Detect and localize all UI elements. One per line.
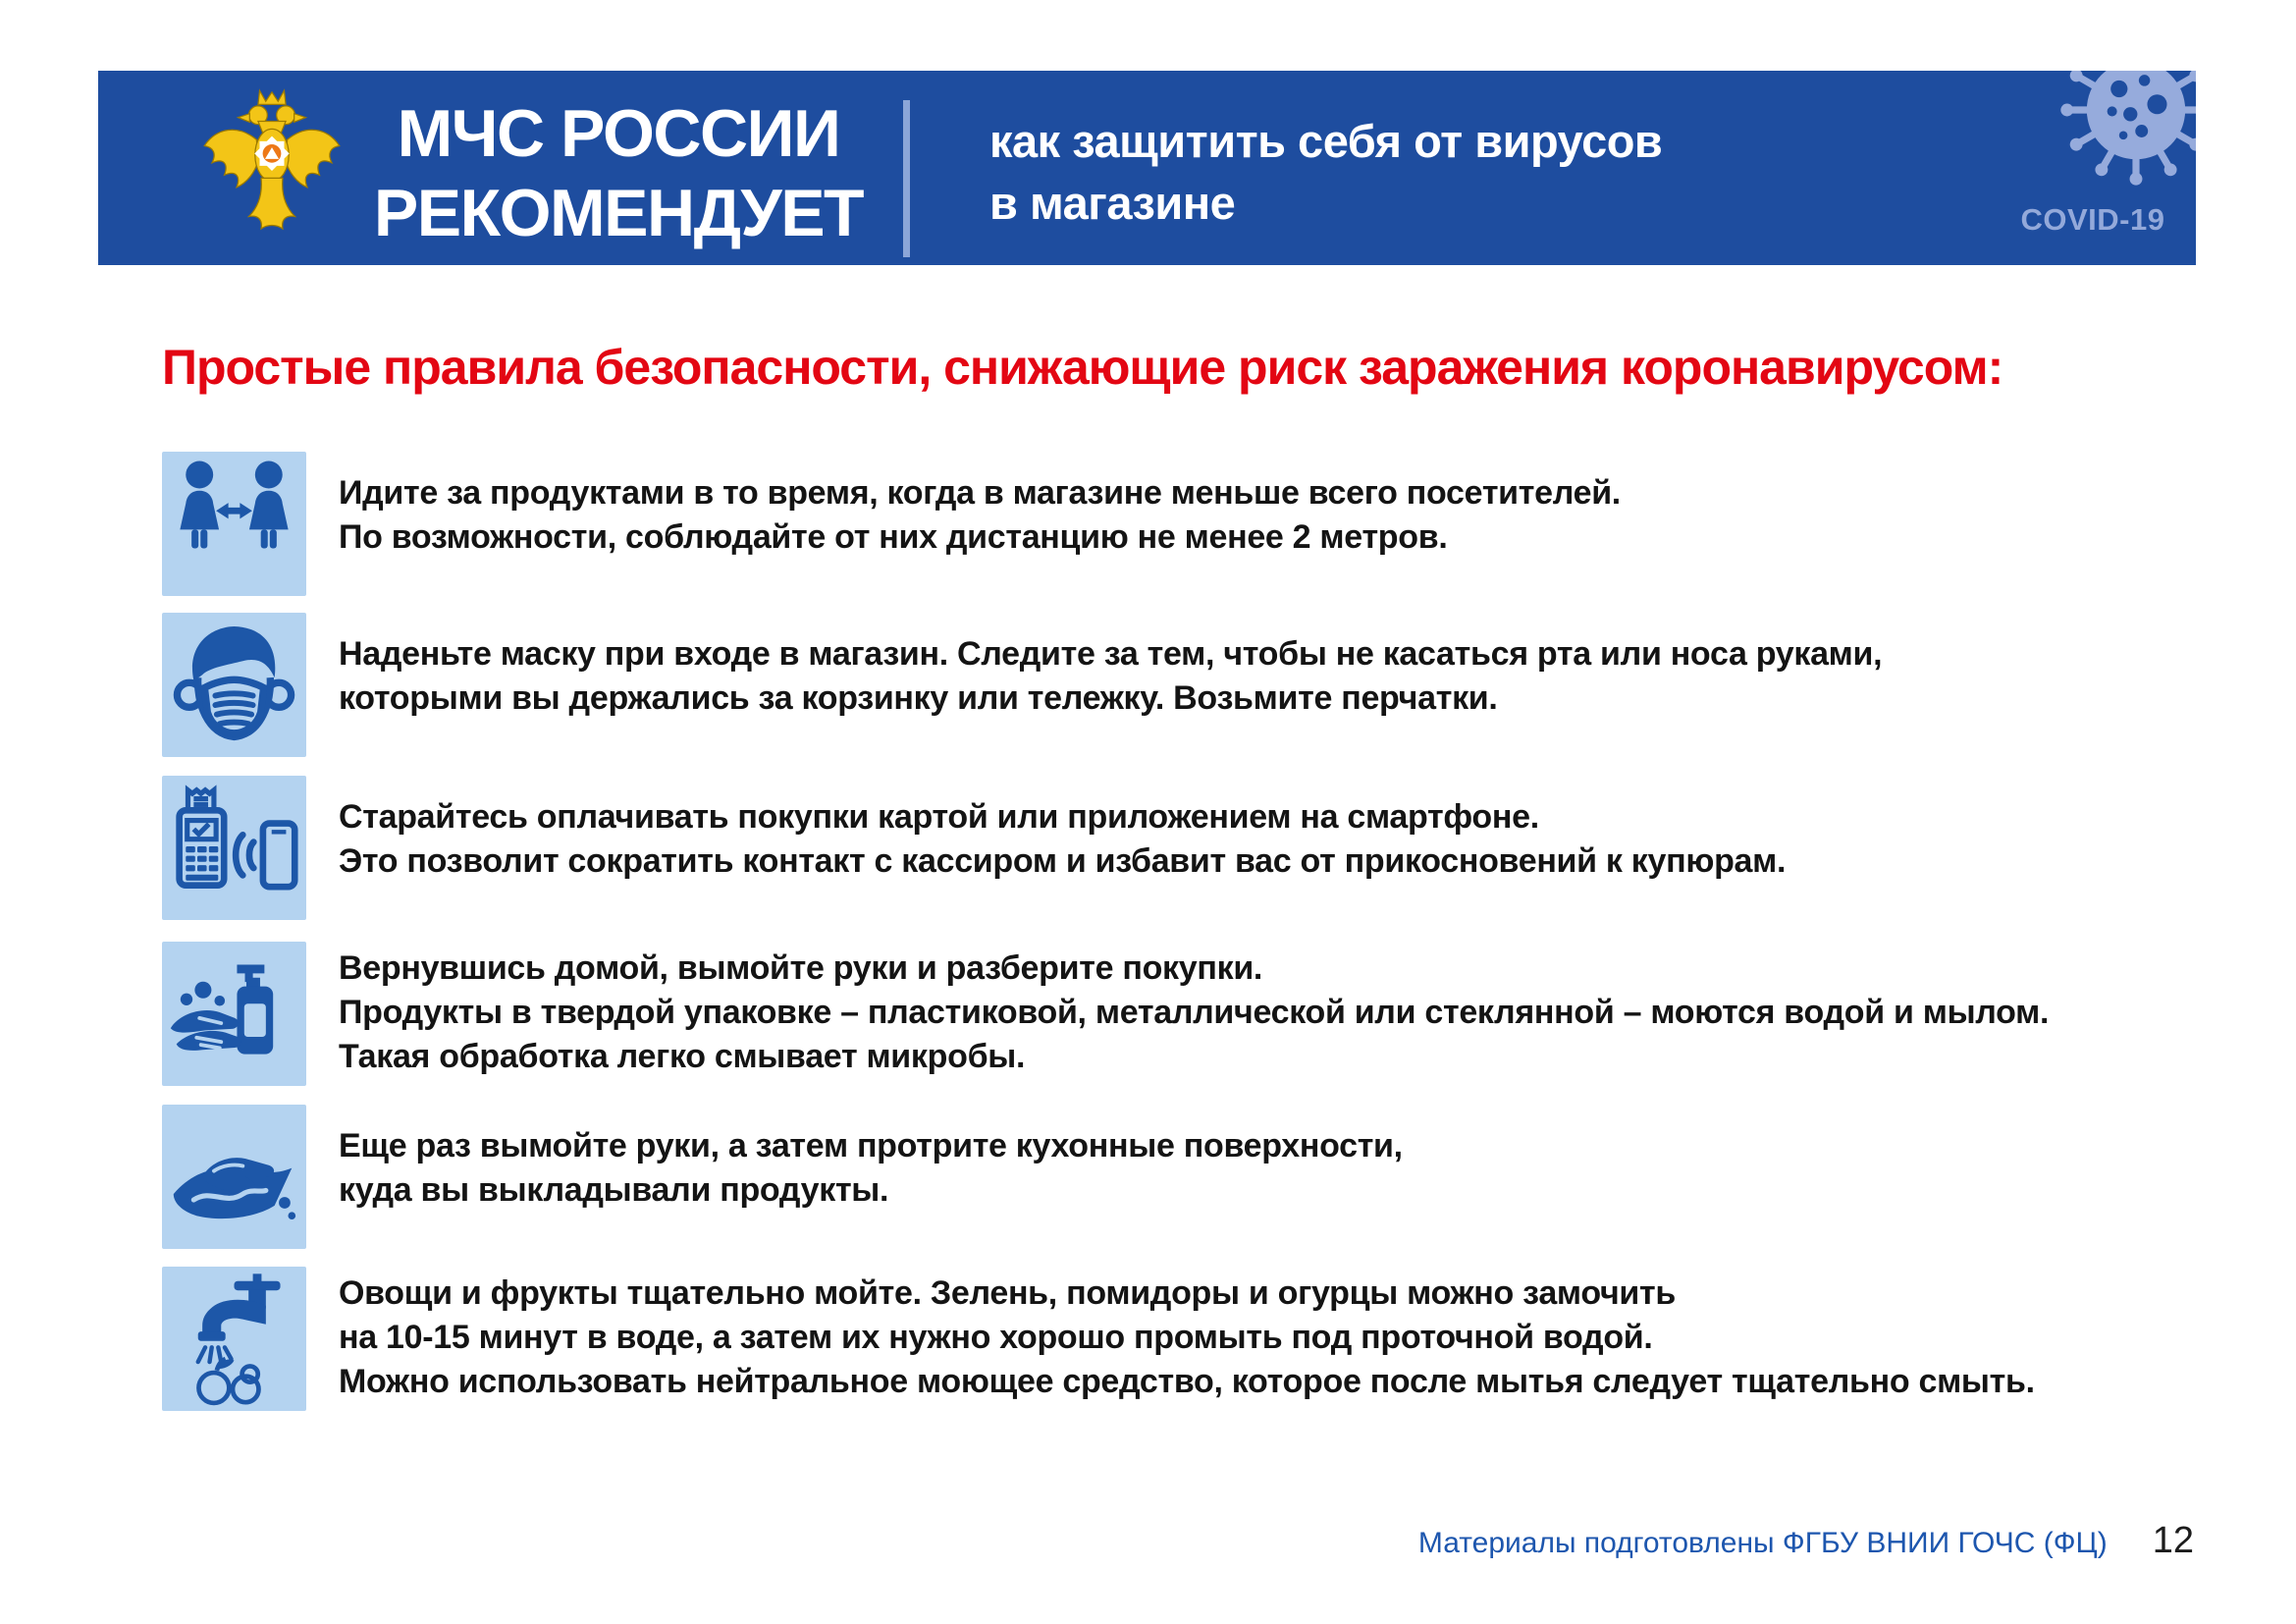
- wipe-surface-icon: [162, 1105, 306, 1249]
- footer-credit: Материалы подготовлены ФГБУ ВНИИ ГОЧС (ФЦ): [1417, 1527, 2108, 1559]
- wash-produce-icon: [162, 1267, 306, 1411]
- header-divider: [903, 100, 910, 257]
- rule-line: Еще раз вымойте руки, а затем протрите кухонные поверхности,: [339, 1127, 1403, 1164]
- page-title: Простые правила безопасности, снижающие риск заражения коронавирусом:: [162, 340, 2003, 395]
- icon-box: [162, 1267, 306, 1411]
- rule-line: Старайтесь оплачивать покупки картой или приложением на смартфоне.: [339, 798, 1539, 836]
- social-distance-icon: [162, 452, 306, 596]
- covid-19-label: COVID-19: [2020, 202, 2165, 237]
- icon-box: [162, 776, 306, 920]
- rule-line: Наденьте маску при входе в магазин. Следите за тем, чтобы не касаться рта или носа руками,: [339, 635, 1883, 673]
- mask-face-icon: [162, 613, 306, 757]
- rule-line: По возможности, соблюдайте от них дистанцию не менее 2 метров.: [339, 518, 1448, 556]
- rule-text: [339, 1124, 2243, 1213]
- org-title-line1: МЧС РОССИИ: [397, 96, 840, 171]
- footer: [1418, 1520, 2194, 1562]
- rule-text: [339, 1272, 2243, 1404]
- subtitle-line2: в магазине: [989, 177, 1236, 229]
- rule-text: [339, 947, 2243, 1079]
- icon-box: [162, 613, 306, 757]
- rule-line: Продукты в твердой упаковке – пластиковой, металлической или стеклянной – моются водой и мылом.: [339, 994, 2050, 1031]
- wash-hands-soap-icon: [162, 942, 306, 1086]
- org-title: [356, 94, 881, 253]
- rule-line: Овощи и фрукты тщательно мойте. Зелень, помидоры и огурцы можно замочить: [339, 1274, 1676, 1312]
- rule-line: Идите за продуктами в то время, когда в магазине меньше всего посетителей.: [339, 474, 1621, 512]
- rule-line: Такая обработка легко смывает микробы.: [339, 1038, 1026, 1075]
- icon-box: [162, 942, 306, 1086]
- rule-line: Вернувшись домой, вымойте руки и разберите покупки.: [339, 949, 1263, 987]
- rule-text: [339, 632, 2243, 721]
- poster-subtitle: [989, 110, 1662, 234]
- rule-line: Можно использовать нейтральное моющее средство, которое после мытья следует тщательно смыть.: [339, 1363, 2035, 1400]
- contactless-payment-icon: [162, 776, 306, 920]
- coronavirus-icon: [2052, 71, 2196, 194]
- rule-text: [339, 471, 2243, 560]
- rule-line: куда вы выкладывали продукты.: [339, 1171, 889, 1209]
- icon-box: [162, 452, 306, 596]
- icon-box: [162, 1105, 306, 1249]
- header-banner: [98, 71, 2196, 265]
- org-title-line2: РЕКОМЕНДУЕТ: [373, 176, 864, 250]
- rule-line: на 10-15 минут в воде, а затем их нужно хорошо промыть под проточной водой.: [339, 1319, 1653, 1356]
- rule-text: [339, 795, 2243, 884]
- page-number: 12: [2152, 1520, 2194, 1561]
- mchs-eagle-emblem-icon: [194, 84, 349, 253]
- rule-line: которыми вы держались за корзинку или тележку. Возьмите перчатки.: [339, 679, 1498, 717]
- rule-line: Это позволит сократить контакт с кассиром и избавит вас от прикосновений к купюрам.: [339, 842, 1787, 880]
- subtitle-line1: как защитить себя от вирусов: [989, 115, 1663, 167]
